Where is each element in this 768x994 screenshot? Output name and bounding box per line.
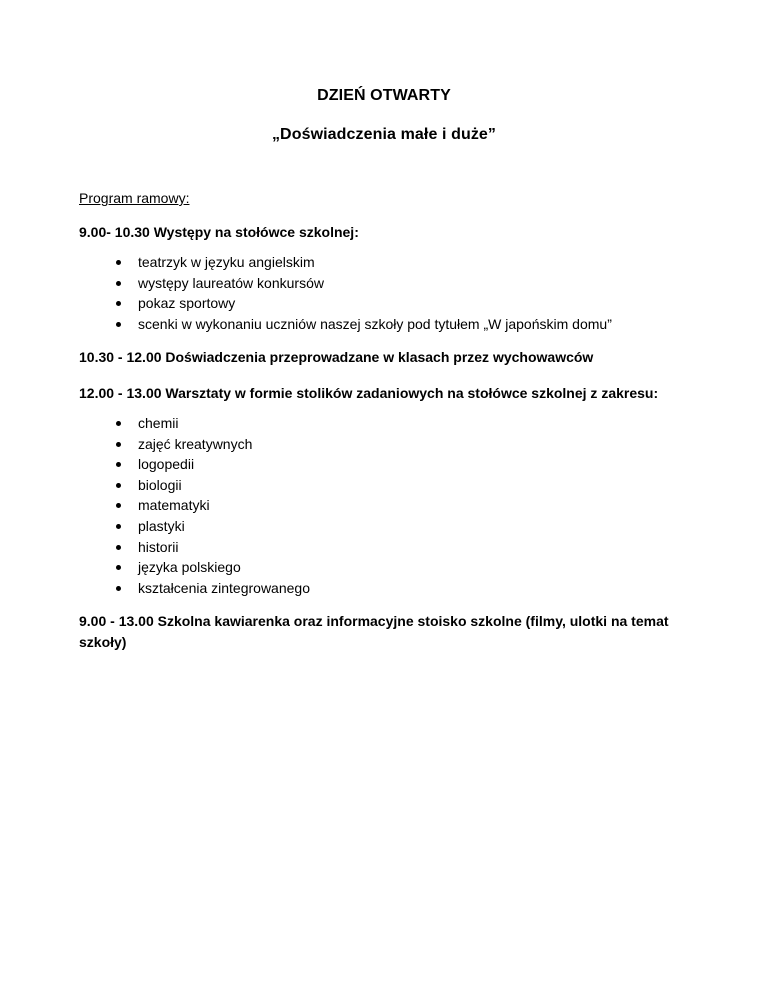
section-heading-experiments: 10.30 - 12.00 Doświadczenia przeprowadzane w klasach przez wychowawców: [79, 349, 594, 365]
workshops-list: [79, 413, 310, 598]
list-item: plastyki: [79, 516, 124, 537]
list-item: zajęć kreatywnych: [79, 434, 124, 455]
bullet-icon: [116, 503, 121, 508]
section-heading-workshops: 12.00 - 13.00 Warsztaty w formie stolików zadaniowych na stołówce szkolnej z zakresu:: [79, 385, 659, 401]
list-item: występy laureatów konkursów: [79, 273, 124, 294]
list-item: języka polskiego: [79, 557, 124, 578]
section-heading-cafe: 9.00 - 13.00 Szkolna kawiarenka oraz informacyjne stoisko szkolne (filmy, ulotki na temat szkoły): [79, 613, 669, 650]
section-heading-performances: 9.00- 10.30 Występy na stołówce szkolnej:: [79, 224, 359, 240]
bullet-icon: [116, 322, 121, 327]
list-item: biologii: [79, 475, 124, 496]
bullet-icon: [116, 565, 121, 570]
list-item: logopedii: [79, 454, 124, 475]
document-subtitle: „Doświadczenia małe i duże”: [271, 126, 497, 143]
bullet-icon: [116, 301, 121, 306]
list-item: teatrzyk w języku angielskim: [79, 252, 124, 273]
bullet-icon: [116, 421, 121, 426]
performances-list: [79, 252, 612, 334]
list-item: kształcenia zintegrowanego: [79, 578, 124, 599]
bullet-icon: [116, 462, 121, 467]
bullet-icon: [116, 281, 121, 286]
bullet-icon: [116, 524, 121, 529]
list-item: scenki w wykonaniu uczniów naszej szkoły pod tytułem „W japońskim domu”: [79, 314, 124, 335]
program-label: Program ramowy:: [79, 190, 190, 206]
list-item: matematyki: [79, 495, 124, 516]
bullet-icon: [116, 442, 121, 447]
bullet-icon: [116, 545, 121, 550]
list-item: chemii: [79, 413, 124, 434]
bullet-icon: [116, 586, 121, 591]
bullet-icon: [116, 260, 121, 265]
document-title: DZIEŃ OTWARTY: [317, 87, 451, 104]
list-item: pokaz sportowy: [79, 293, 124, 314]
bullet-icon: [116, 483, 121, 488]
list-item: historii: [79, 537, 124, 558]
